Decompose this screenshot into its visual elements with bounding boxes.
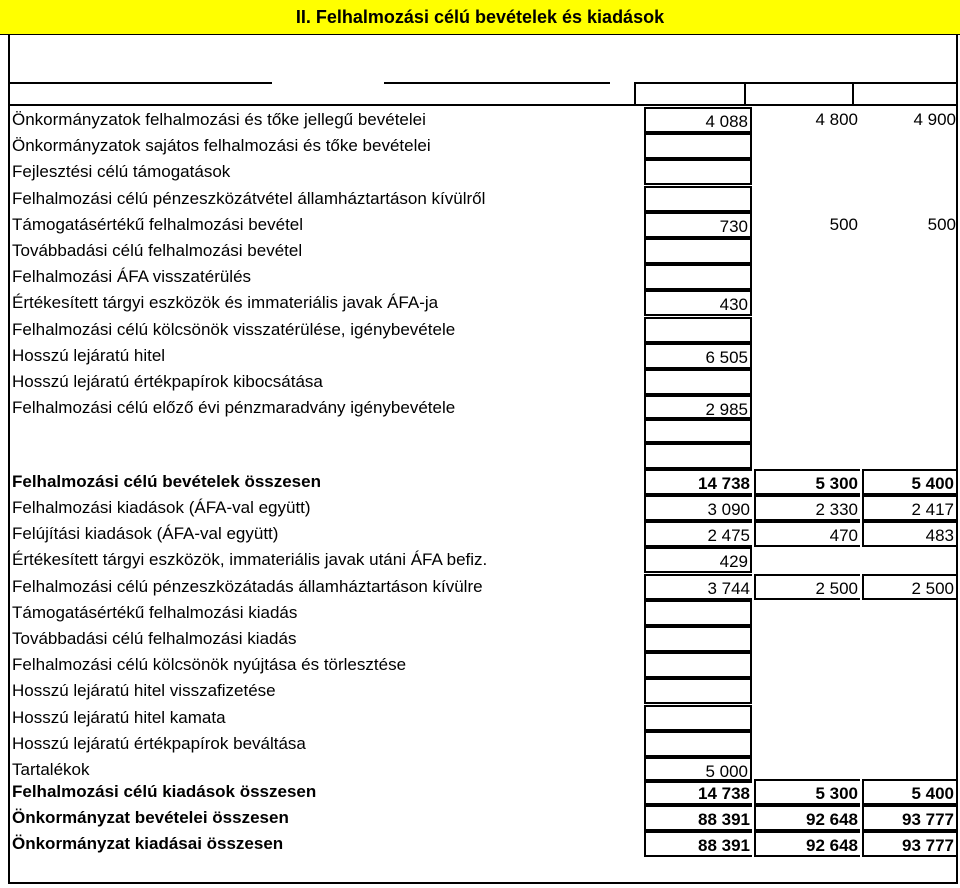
row-label: Felhalmozási célú kölcsönök nyújtása és törlesztése xyxy=(12,655,407,675)
value-cell-1 xyxy=(644,159,752,185)
row-label: Értékesített tárgyi eszközök és immateriális javak ÁFA-ja xyxy=(12,293,439,313)
row-label: Támogatásértékű felhalmozási bevétel xyxy=(12,214,304,234)
divider xyxy=(10,82,272,84)
divider xyxy=(10,104,956,106)
value-cell-1 xyxy=(644,600,752,626)
table-row xyxy=(10,186,958,212)
table-row xyxy=(10,264,958,290)
value-cell-1 xyxy=(644,652,752,678)
table-row xyxy=(10,626,958,652)
value-cell-2 xyxy=(754,626,860,652)
value-cell-1 xyxy=(644,731,752,757)
table-row xyxy=(10,600,958,626)
value-cell-2: 5 300 xyxy=(754,779,860,805)
value-cell-2: 92 648 xyxy=(754,831,860,857)
row-label: Felhalmozási célú kiadások összesen xyxy=(12,782,317,801)
value-cell-1: 14 738 xyxy=(644,779,752,805)
table-row xyxy=(10,212,958,238)
table-row xyxy=(10,831,958,857)
value-cell-2 xyxy=(754,264,860,290)
value-cell-1 xyxy=(644,705,752,731)
row-label: Felhalmozási célú kölcsönök visszatérülése, igénybevétele xyxy=(12,319,456,339)
value-cell-3 xyxy=(862,264,958,290)
value-cell-3: 2 500 xyxy=(862,574,958,600)
divider xyxy=(744,82,746,106)
value-cell-3: 5 400 xyxy=(862,469,958,495)
value-cell-1 xyxy=(644,369,752,395)
value-cell-1: 730 xyxy=(644,212,752,238)
value-cell-3: 93 777 xyxy=(862,831,958,857)
value-cell-1 xyxy=(644,264,752,290)
row-label: Hosszú lejáratú értékpapírok beváltása xyxy=(12,733,306,753)
value-cell-1 xyxy=(644,417,752,443)
value-cell-3 xyxy=(862,443,958,469)
table-row xyxy=(10,317,958,343)
value-cell-3 xyxy=(862,731,958,757)
value-cell-2 xyxy=(754,133,860,159)
value-cell-1: 2 475 xyxy=(644,521,752,547)
table-row xyxy=(10,107,958,133)
value-cell-1: 14 738 xyxy=(644,469,752,495)
table-row xyxy=(10,705,958,731)
value-cell-3 xyxy=(862,343,958,369)
row-label: Értékesített tárgyi eszközök, immateriális javak utáni ÁFA befiz. xyxy=(12,550,488,570)
value-cell-3 xyxy=(862,626,958,652)
value-cell-2 xyxy=(754,417,860,443)
table-row xyxy=(10,159,958,185)
table-row xyxy=(10,574,958,600)
value-cell-2 xyxy=(754,186,860,212)
table-row xyxy=(10,805,958,831)
row-label: Továbbadási célú felhalmozási bevétel xyxy=(12,241,303,260)
value-cell-2 xyxy=(754,238,860,264)
table-row xyxy=(10,652,958,678)
value-cell-3 xyxy=(862,317,958,343)
table-row xyxy=(10,678,958,704)
table-row xyxy=(10,731,958,757)
value-cell-2: 470 xyxy=(754,521,860,547)
value-cell-1 xyxy=(644,133,752,159)
value-cell-3: 5 400 xyxy=(862,779,958,805)
value-cell-3 xyxy=(862,705,958,731)
value-cell-1: 6 505 xyxy=(644,343,752,369)
value-cell-3 xyxy=(862,238,958,264)
value-cell-1: 5 000 xyxy=(644,757,752,783)
divider xyxy=(852,82,854,106)
value-cell-2: 92 648 xyxy=(754,805,860,831)
value-cell-1 xyxy=(644,317,752,343)
table-row xyxy=(10,290,958,316)
value-cell-3 xyxy=(862,159,958,185)
value-cell-1: 88 391 xyxy=(644,805,752,831)
value-cell-2 xyxy=(754,159,860,185)
divider xyxy=(634,82,956,84)
value-cell-3: 93 777 xyxy=(862,805,958,831)
value-cell-1 xyxy=(644,238,752,264)
row-label: Támogatásértékű felhalmozási kiadás xyxy=(12,602,298,622)
value-cell-3: 483 xyxy=(862,521,958,547)
table-row xyxy=(10,343,958,369)
value-cell-2: 5 300 xyxy=(754,469,860,495)
value-cell-1: 429 xyxy=(644,547,752,573)
row-label: Felhalmozási célú bevételek összesen xyxy=(12,472,321,491)
row-label: Önkormányzatok sajátos felhalmozási és tőke bevételei xyxy=(12,136,431,156)
value-cell-3: 4 900 xyxy=(913,110,956,129)
value-cell-2 xyxy=(754,317,860,343)
table-row xyxy=(10,469,958,495)
value-cell-2 xyxy=(754,705,860,731)
value-cell-1 xyxy=(644,626,752,652)
value-cell-3 xyxy=(862,186,958,212)
row-label: Felhalmozási célú pénzeszközátadás államháztartáson kívülre xyxy=(12,576,483,596)
value-cell-1 xyxy=(644,186,752,212)
row-label: Felújítási kiadások (ÁFA-val együtt) xyxy=(12,524,279,544)
value-cell-3 xyxy=(862,547,958,573)
table-row xyxy=(10,495,958,521)
value-cell-2 xyxy=(754,443,860,469)
value-cell-2: 2 500 xyxy=(754,574,860,600)
row-label: Fejlesztési célú támogatások xyxy=(12,162,231,182)
value-cell-1: 3 090 xyxy=(644,495,752,521)
table-row xyxy=(10,369,958,395)
row-label: Hosszú lejáratú hitel visszafizetése xyxy=(12,681,276,701)
value-cell-3: 2 417 xyxy=(862,495,958,521)
value-cell-2: 4 800 xyxy=(815,110,858,129)
value-cell-2 xyxy=(754,547,860,573)
row-label: Hosszú lejáratú hitel kamata xyxy=(12,707,226,727)
value-cell-2 xyxy=(754,678,860,704)
value-cell-1: 88 391 xyxy=(644,831,752,857)
value-cell-2 xyxy=(754,731,860,757)
table-row xyxy=(10,547,958,573)
page-title: II. Felhalmozási célú bevételek és kiadások xyxy=(0,0,960,35)
divider xyxy=(384,82,610,84)
value-cell-1: 3 744 xyxy=(644,574,752,600)
value-cell-3 xyxy=(862,652,958,678)
row-label: Felhalmozási ÁFA visszatérülés xyxy=(12,267,252,287)
table-row xyxy=(10,133,958,159)
row-label: Továbbadási célú felhalmozási kiadás xyxy=(12,629,297,648)
value-cell-2 xyxy=(754,369,860,395)
value-cell-1 xyxy=(644,678,752,704)
row-label xyxy=(10,443,12,469)
row-label: Tartalékok xyxy=(12,760,90,779)
value-cell-2 xyxy=(754,343,860,369)
value-cell-3 xyxy=(862,417,958,443)
value-cell-1: 430 xyxy=(644,290,752,316)
row-label xyxy=(10,417,12,443)
value-cell-2 xyxy=(754,290,860,316)
row-label: Önkormányzat kiadásai összesen xyxy=(12,834,284,853)
table-row xyxy=(10,417,958,443)
value-cell-2: 500 xyxy=(829,214,858,234)
value-cell-3 xyxy=(862,369,958,395)
row-label: Felhalmozási célú előző évi pénzmaradvány igénybevétele xyxy=(12,398,456,418)
row-label: Önkormányzat bevételei összesen xyxy=(12,808,289,827)
value-cell-3: 500 xyxy=(927,214,956,234)
value-cell-2: 2 330 xyxy=(754,495,860,521)
value-cell-3 xyxy=(862,600,958,626)
row-label: Hosszú lejáratú hitel xyxy=(12,345,166,365)
value-cell-2 xyxy=(754,600,860,626)
value-cell-3 xyxy=(862,290,958,316)
value-cell-3 xyxy=(862,678,958,704)
table-row xyxy=(10,521,958,547)
divider xyxy=(634,82,636,106)
table-row xyxy=(10,238,958,264)
row-label: Önkormányzatok felhalmozási és tőke jellegű bevételei xyxy=(12,110,426,129)
table-row xyxy=(10,443,958,469)
value-cell-1: 4 088 xyxy=(644,107,752,133)
table-row xyxy=(10,779,958,805)
value-cell-1 xyxy=(644,443,752,469)
value-cell-3 xyxy=(862,133,958,159)
value-cell-1: 2 985 xyxy=(644,395,752,421)
row-label: Hosszú lejáratú értékpapírok kibocsátása xyxy=(12,372,323,391)
row-label: Felhalmozási kiadások (ÁFA-val együtt) xyxy=(12,498,311,517)
value-cell-2 xyxy=(754,652,860,678)
row-label: Felhalmozási célú pénzeszközátvétel államháztartáson kívülről xyxy=(12,188,486,208)
